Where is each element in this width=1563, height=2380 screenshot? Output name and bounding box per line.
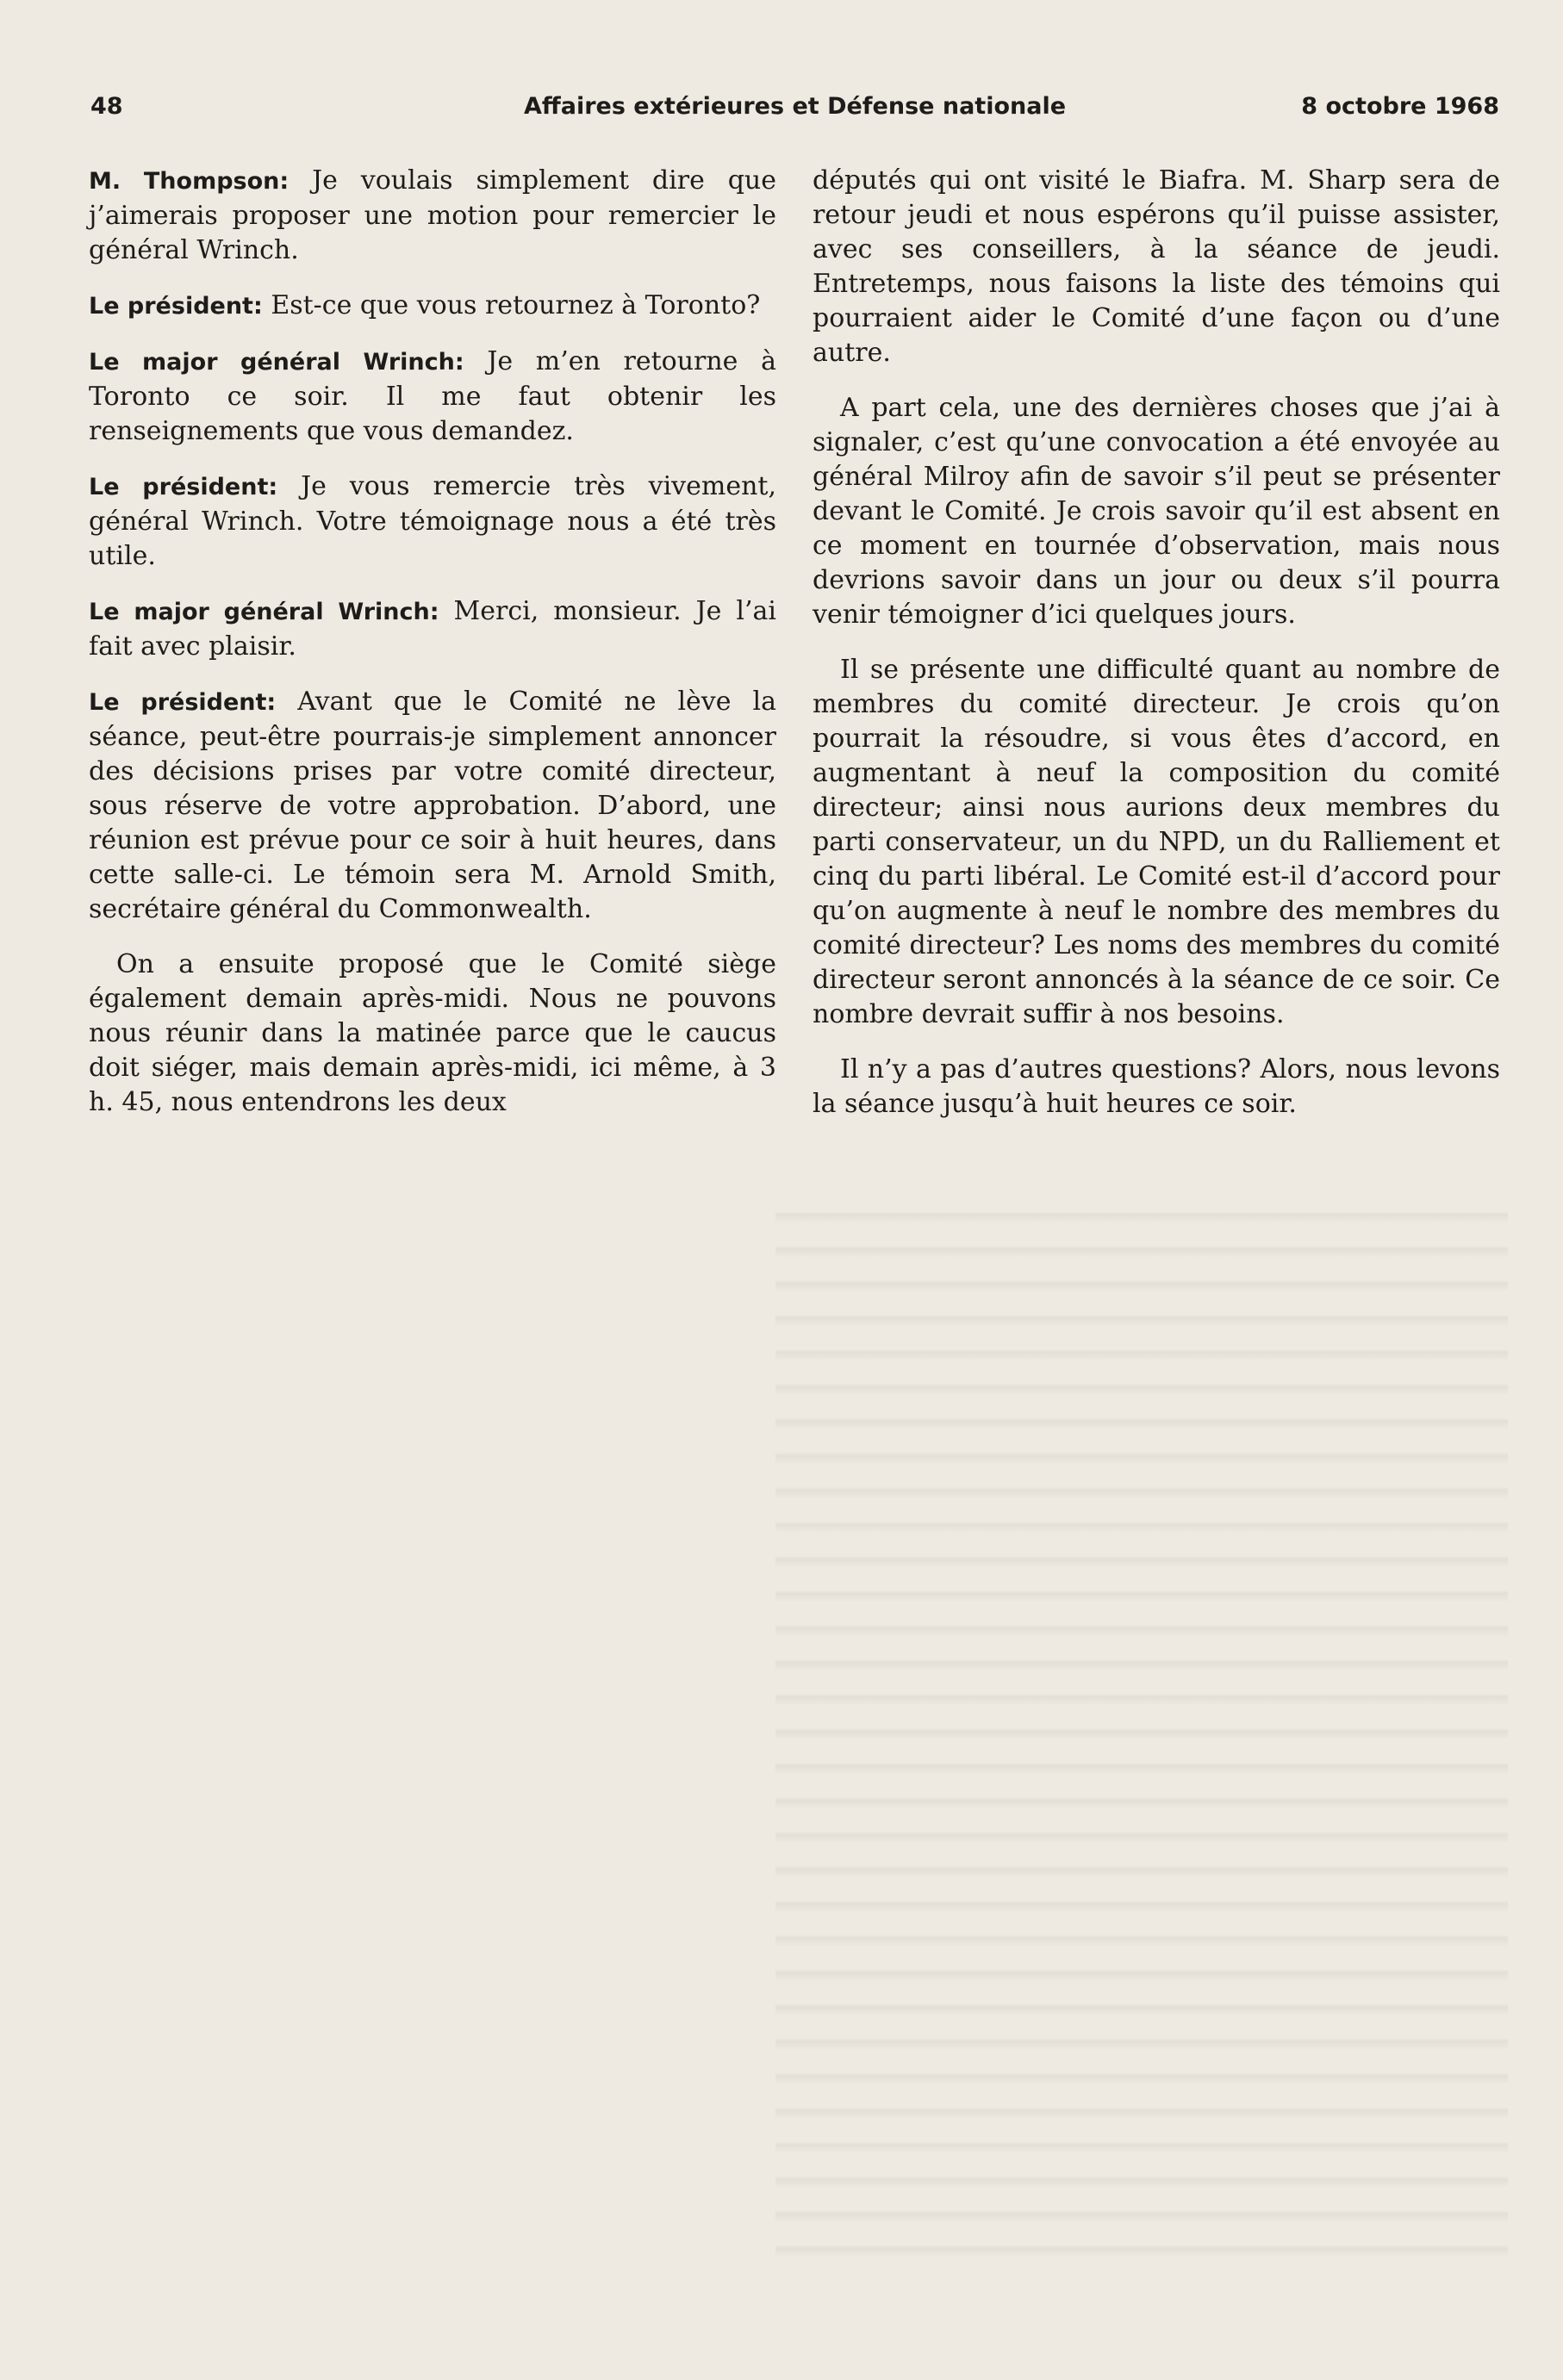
paragraph: [89, 948, 776, 1120]
speaker-name: Le major général Wrinch:: [89, 349, 464, 376]
paragraph-text: Je m’en retourne à Toronto ce soir. Il me faut obtenir les renseignements que vous demandez.: [89, 346, 776, 446]
speaker-name: M. Thompson:: [89, 168, 290, 195]
paragraph-text: A part cela, une des dernières choses que j’ai à signaler, c’est qu’une convocation a été envoyée au général Milroy afin de savoir s’il peut se présenter devant le Comité. Je crois savoir qu’il est absent en ce moment en tournée d’observation, mais nous devrions savoir dans un jour ou deux s’il pourra venir témoigner d’ici quelques jours.: [813, 393, 1500, 630]
paragraph-text: Il se présente une difficulté quant au nombre de membres du comité directeur. Je crois qu’on pourrait la résoudre, si vous êtes d’accord, en augmentant à neuf la composition du comité directeur; ainsi nous aurions deux membres du parti conservateur, un du NPD, un du Ralliement et cinq du parti libéral. Le Comité est-il d’accord pour qu’on augmente à neuf le nombre des membres du comité directeur? Les noms des membres du comité directeur seront annoncés à la séance de ce soir. Ce nombre devrait suffir à nos besoins.: [813, 655, 1500, 1029]
paragraph-text: Avant que le Comité ne lève la séance, peut-être pourrais-je simplement annoncer des décisions prises par votre comité directeur, sous réserve de votre approbation. D’abord, une réunion est prévue pour ce soir à huit heures, dans cette salle-ci. Le témoin sera M. Arnold Smith, secrétaire général du Commonwealth.: [89, 687, 776, 924]
paragraph: [89, 594, 776, 664]
paragraph-text: députés qui ont visité le Biafra. M. Sharp sera de retour jeudi et nous espérons qu’il puisse assister, avec ses conseillers, à la séance de jeudi. Entretemps, nous faisons la liste des témoins qui pourraient aider le Comité d’une façon ou d’une autre.: [813, 165, 1500, 368]
paragraph: [89, 469, 776, 574]
paragraph-text: On a ensuite proposé que le Comité siège également demain après-midi. Nous ne pouvons nous réunir dans la matinée parce que le caucus doit siéger, mais demain après-midi, ici même, à 3 h. 45, nous entendrons les deux: [89, 949, 776, 1117]
paragraph-text: Je voulais simplement dire que j’aimerais proposer une motion pour remercier le général Wrinch.: [89, 165, 776, 265]
paragraph-text: Je vous remercie très vivement, général Wrinch. Votre témoignage nous a été très utile.: [89, 471, 776, 571]
speaker-name: Le président:: [89, 689, 277, 716]
speaker-name: Le président:: [89, 293, 263, 320]
paragraph: [813, 653, 1500, 1032]
paragraph-text: Merci, monsieur. Je l’ai fait avec plaisir.: [89, 596, 776, 662]
paragraph-text: Il n’y a pas d’autres questions? Alors, nous levons la séance jusqu’à huit heures ce soir.: [813, 1054, 1500, 1119]
speaker-name: Le major général Wrinch:: [89, 599, 439, 625]
paragraph: [813, 164, 1500, 370]
header-date: 8 octobre 1968: [1301, 93, 1499, 120]
paragraph: [89, 289, 776, 324]
bleed-through-texture: [775, 1189, 1508, 2274]
running-title: Affaires extérieures et Défense nationale: [523, 93, 1067, 120]
speaker-name: Le président:: [89, 474, 278, 500]
left-column: [89, 164, 776, 1140]
right-column: [813, 164, 1500, 1142]
paragraph: [813, 1053, 1500, 1122]
page-number: 48: [90, 93, 123, 120]
paragraph: [89, 685, 776, 927]
paragraph: [813, 391, 1500, 632]
paragraph-text: Est-ce que vous retournez à Toronto?: [271, 290, 761, 320]
paragraph: [89, 345, 776, 449]
page-header: [90, 93, 1499, 133]
paragraph: [89, 164, 776, 268]
